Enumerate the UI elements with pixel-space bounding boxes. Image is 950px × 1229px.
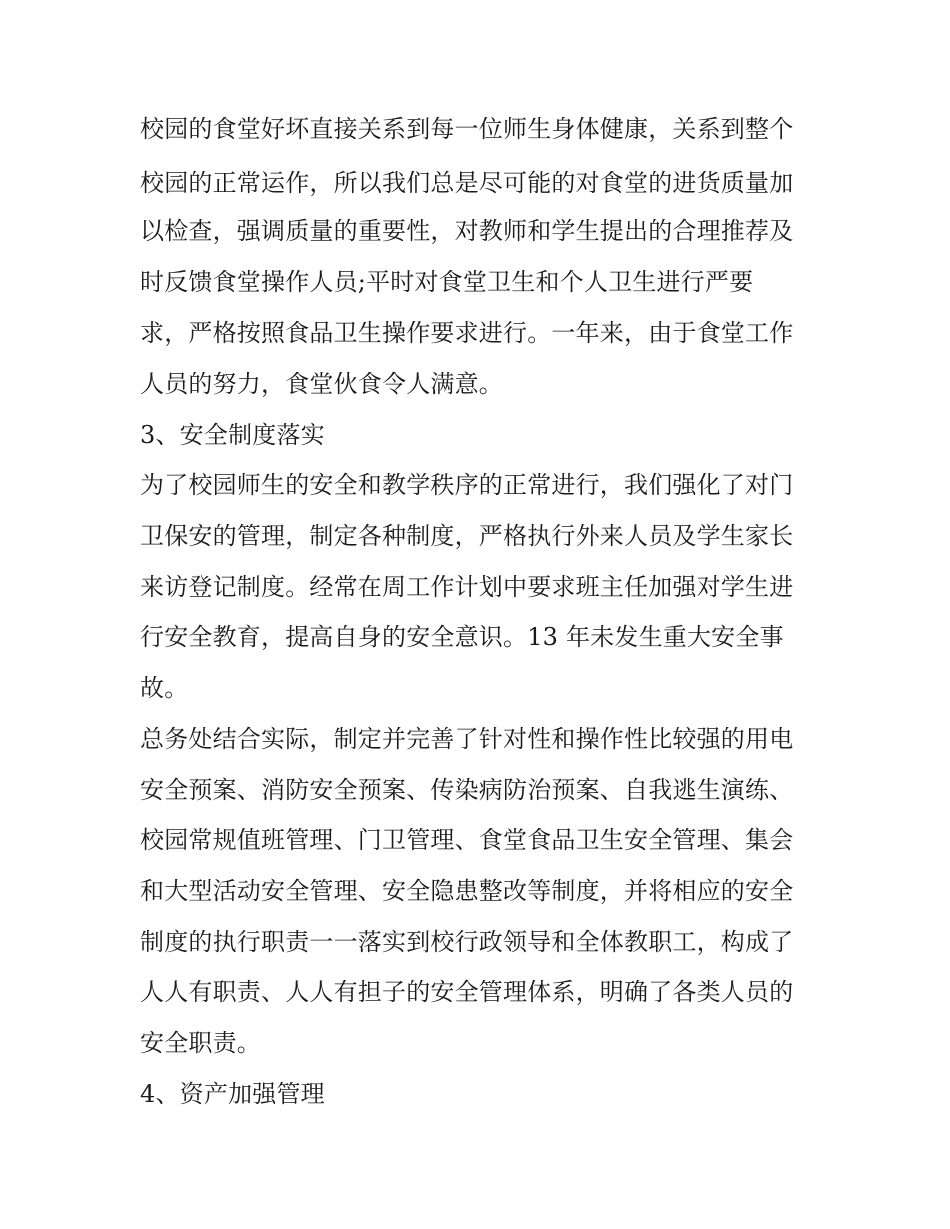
text-line: 制度的执行职责一一落实到校行政领导和全体教职工，构成了 [140,928,794,956]
text-line: 安全预案、消防安全预案、传染病防治预案、自我逃生演练、 [140,776,794,804]
section-heading: 4、资产加强管理 [140,1080,325,1108]
text-line: 校园的食堂好坏直接关系到每一位师生身体健康，关系到整个 [140,115,794,143]
text-line: 人人有职责、人人有担子的安全管理体系，明确了各类人员的 [140,978,794,1006]
text-line: 时反馈食堂操作人员;平时对食堂卫生和个人卫生进行严要 [140,268,754,296]
text-line: 校园常规值班管理、门卫管理、食堂食品卫生安全管理、集会 [140,826,794,854]
text-line: 求，严格按照食品卫生操作要求进行。一年来，由于食堂工作 [140,319,794,347]
text-line: 以检查，强调质量的重要性，对教师和学生提出的合理推荐及 [140,217,794,245]
text-line: 为了校园师生的安全和教学秩序的正常进行，我们强化了对门 [140,471,794,499]
text-line: 安全职责。 [140,1029,261,1057]
text-line: 校园的正常运作，所以我们总是尽可能的对食堂的进货质量加 [140,169,794,197]
text-line: 人员的努力，食堂伙食令人满意。 [140,370,503,398]
text-line: 行安全教育，提高自身的安全意识。13 年未发生重大安全事 [140,623,784,651]
text-line: 卫保安的管理，制定各种制度，严格执行外来人员及学生家长 [140,522,794,550]
text-line: 来访登记制度。经常在周工作计划中要求班主任加强对学生进 [140,573,794,601]
text-line: 和大型活动安全管理、安全隐患整改等制度，并将相应的安全 [140,877,794,905]
section-heading: 3、安全制度落实 [140,421,325,449]
text-line: 故。 [140,674,189,702]
text-line: 总务处结合实际，制定并完善了针对性和操作性比较强的用电 [140,725,794,753]
